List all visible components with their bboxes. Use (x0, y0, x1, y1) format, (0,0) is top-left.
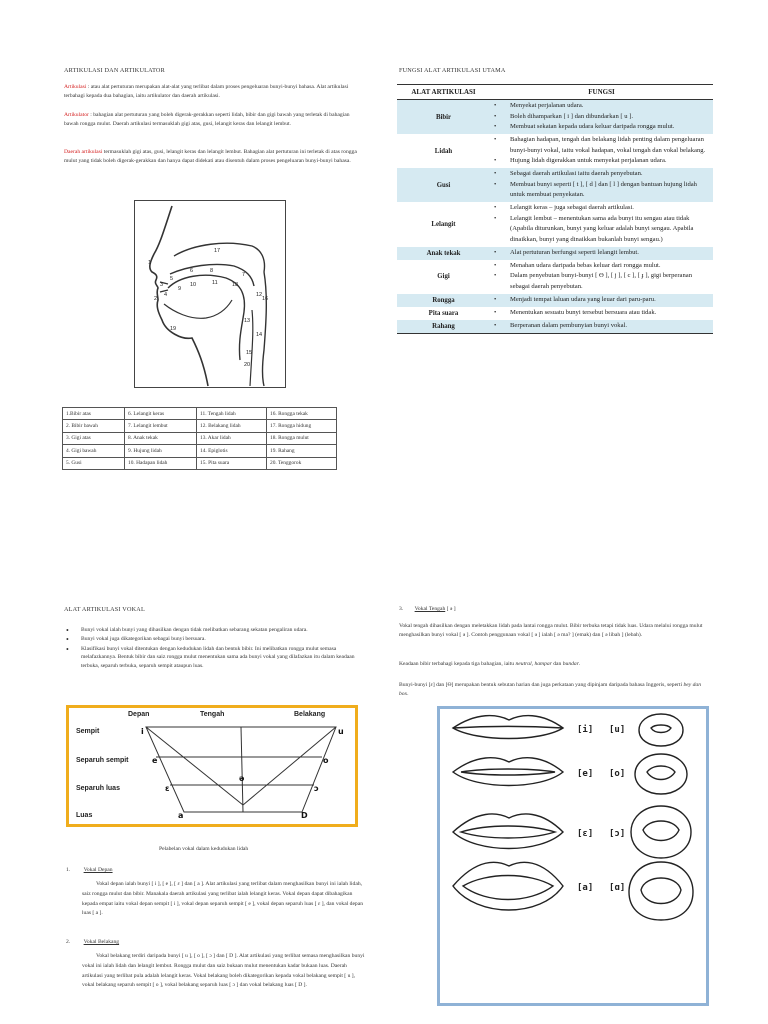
parts-table-cell: 8. Anak tekak (125, 432, 197, 444)
parts-table-cell: 18. Rongga mulut (267, 432, 337, 444)
parts-table-cell: 20. Tenggorok (267, 457, 337, 469)
organ-name: Rongga (397, 294, 490, 307)
vowel-col-belakang: Belakang (294, 711, 326, 718)
parts-table-cell: 16. Rongga tekak (267, 408, 337, 420)
function-item: • Menahan udara daripada bebas keluar dari rongga mulut. (492, 261, 711, 272)
diagram-label-3: 3 (160, 282, 164, 288)
lip-label-i: [i] (577, 725, 594, 735)
diagram-label-12: 12 (256, 292, 263, 298)
diagram-label-16: 16 (262, 296, 269, 302)
vowel-row-separuh-luas: Separuh luas (76, 785, 120, 792)
parts-table-cell: 1.Bibir atas (63, 408, 125, 420)
lip-label-e: [e] (577, 769, 594, 779)
organ-functions (490, 100, 713, 135)
parts-table-cell: 6. Lelangit keras (125, 408, 197, 420)
function-item: • Menentukan sesuatu bunyi tersebut bersuara atau tidak. (492, 308, 711, 319)
diagram-label-19: 19 (170, 326, 177, 332)
diagram-label-9: 9 (178, 286, 182, 292)
diagram-label-1: 1 (148, 260, 152, 266)
vowel-i: i (141, 727, 144, 736)
function-table-row (397, 247, 713, 260)
parts-table-row (63, 445, 337, 457)
vowel-row-separuh-sempit: Separuh sempit (76, 757, 129, 764)
section-title-function: FUNGSI ALAT ARTIKULASI UTAMA (399, 67, 506, 74)
subsection-central-vowel: 3. Vokal Tengah [ ə ] (399, 606, 456, 612)
lip-shapes-figure (437, 706, 709, 1006)
parts-table-cell: 17. Rongga hidung (267, 420, 337, 432)
paragraph-back-vowel: Vokal belakang terdiri daripada bunyi [ u ], [ o ], [ ɔ ] dan [ D ]. Alat artikulasi yang terlibat semasa menghasilkan bunyi vokal ini ialah lidah dan lelangit lembut. Rongga mulut dan saiz bukaan mulut menentukan kadar bukaan luas. Daerah artikulasi yang terlibat pula adalah lelangit keras. Vokal belakang boleh dikategorikan kepada vokal belakang sempit [ u ], vokal belakang separuh sempit [ o ], vokal belakang separuh luas [ ɔ ] dan vokal belakang luas [ D ]. (82, 953, 365, 989)
vowel-row-sempit: Sempit (76, 728, 100, 735)
diagram-label-5: 5 (170, 276, 174, 282)
lip-label-alpha: [ɑ] (609, 883, 626, 893)
vowel-open-o: ɔ (314, 784, 319, 793)
column-header-function: FUNGSI (490, 85, 713, 100)
vowel-col-depan: Depan (128, 711, 150, 718)
parts-table-cell: 4. Gigi bawah (63, 445, 125, 457)
vowel-col-tengah: Tengah (200, 711, 225, 718)
vowel-o: o (323, 756, 329, 765)
paragraph-front-vowel: Vokal depan ialah bunyi [ i ], [ e ], [ ɛ ] dan [ a ]. Alat artikulasi yang terlibat dalam menghasilkan bunyi ini ialah lidah, saiz rongga mulut dan bibir. Manakala daerah artikulasi yang terlibat ialah lelangit keras. Vokal depan dapat dibahagikan kepada empat iaitu vokal depan sempit [ i ], vokal depan separuh sempit [ e ], vokal depan separuh luas [ ɛ ], dan vokal depan luas [ a ]. (82, 881, 364, 917)
vowel-bullet: • Bunyi vokal ialah bunyi yang dihasilkan dengan tidak melibatkan sebarang sekatan pengaliran udara. (64, 626, 362, 635)
parts-table-row (63, 420, 337, 432)
vowel-schwa: ə (239, 774, 245, 783)
diagram-label-17: 17 (214, 248, 221, 254)
vocal-tract-diagram (134, 200, 286, 388)
function-table-row (397, 202, 713, 247)
vowel-bullet: • Klasifikasi bunyi vokal ditentukan dengan kedudukan lidah dan bentuk bibir. Ini melibatkan rongga mulut semasa melafazkannya. Bentuk bibir dan saiz rongga mulut menentukan sama ada bunyi vokal yang dilafazkan itu dalam keadaan terbuka, separuh terbuka, separuh sempit ataupun luas. (64, 645, 362, 671)
diagram-label-20: 20 (244, 362, 251, 368)
section-title-vowel: ALAT ARTIKULASI VOKAL (64, 606, 145, 613)
vowel-chart-caption: Pelabelan vokal dalam kedudukan lidah (159, 846, 249, 852)
diagram-label-15: 15 (246, 350, 253, 356)
parts-table-cell: 14. Epiglotis (197, 445, 267, 457)
vowel-u: u (338, 727, 344, 736)
function-item: • Dalam penyebutan bunyi-bunyi [ Ɵ ], [ j ], [ c ], [ ɟ ], gigi berperanan sebagai daerah penyebutan. (492, 271, 711, 292)
parts-table-cell: 2. Bibir bawah (63, 420, 125, 432)
function-item: • Boleh dihamparkan [ i ] dan dibundarkan [ u ]. (492, 112, 711, 123)
diagram-label-4: 4 (164, 292, 168, 298)
function-item: • Lelangit keras – juga sebagai daerah artikulasi. (492, 203, 711, 214)
parts-table-row (63, 432, 337, 444)
function-item: • Membuat sekatan kepada udara keluar daripada rongga mulut. (492, 122, 711, 133)
column-header-organ: ALAT ARTIKULASI (397, 85, 490, 100)
vowel-chart (66, 705, 358, 827)
paragraph-borrowed-sounds: Bunyi-bunyi [ɛ] dan [Ɵ] merupakan bentuk sebutan harian dan juga perkataan yang dipinjam daripada bahasa Inggeris, seperti bey dan box. (399, 682, 701, 697)
organ-name: Bibir (397, 100, 490, 135)
lip-label-o: [o] (609, 769, 626, 779)
organ-name: Lidah (434, 147, 453, 155)
function-item: • Menyekat perjalanan udara. (492, 101, 711, 112)
vowel-d: D (301, 811, 308, 820)
organ-name: Gusi (397, 168, 490, 202)
function-item: • Berperanan dalam pembunyian bunyi vokal. (492, 321, 711, 332)
paragraph-artikulator: Artikulator : bahagian alat pertuturan yang boleh digerak-gerakkan seperti lidah, bibir dan gigi bawah yang terletak di bahagian bawah rongga mulut. Daerah artikulasi termasuklah gigi atas, gusi, lelangit keras dan lelangit lembut. (64, 112, 350, 127)
diagram-label-6: 6 (190, 268, 194, 274)
function-table-row (397, 320, 713, 334)
parts-table-cell: 9. Hujung lidah (125, 445, 197, 457)
parts-table-cell: 12. Belakang lidah (197, 420, 267, 432)
function-table-row (397, 134, 713, 168)
organ-name: Pita suara (428, 309, 459, 317)
parts-table-cell: 15. Pita suara (197, 457, 267, 469)
diagram-label-10: 10 (190, 282, 197, 288)
organ-functions (490, 307, 713, 320)
function-item: • Membuat bunyi seperti [ t ], [ d ] dan [ l ] dengan bantuan hujung lidah untuk membuat penyekatan. (492, 180, 711, 201)
vowel-open-e: ɛ (165, 784, 170, 793)
organ-functions (490, 247, 713, 260)
organ-name: Lelangit (431, 220, 456, 228)
vowel-row-luas: Luas (76, 812, 93, 819)
parts-table-row (63, 408, 337, 420)
organ-name: Rahang (397, 320, 490, 334)
organ-functions (490, 202, 713, 247)
parts-table-cell: 13. Akar lidah (197, 432, 267, 444)
organ-functions (490, 260, 713, 294)
paragraph-artikulasi: Artikulasi : atau alat pertuturan merupakan alat-alat yang terlibat dalam proses pengeluaran bunyi-bunyi bahasa. Alat artikulasi terbahagi kepada dua bahagian, iaitu artikulator dan daerah artikulasi. (64, 84, 349, 99)
vowel-a: a (178, 811, 184, 820)
subsection-back-vowel: 2. Vokal Belakang (66, 939, 120, 945)
paragraph-lip-shape: Keadaan bibir terbahagi kepada tiga bahagian, iaitu neutral, hampar dan bundar. (399, 661, 581, 667)
lip-label-a: [a] (577, 883, 594, 893)
vowel-bullet-list (64, 626, 362, 671)
diagram-label-11: 11 (212, 280, 218, 286)
lip-label-open-e: [ɛ] (577, 829, 594, 839)
diagram-label-14: 14 (256, 332, 263, 338)
organ-functions (490, 134, 713, 168)
articulator-function-table (397, 84, 713, 334)
section-title-articulation: ARTIKULASI DAN ARTIKULATOR (64, 67, 165, 74)
parts-table-cell: 7. Lelangit lembut (125, 420, 197, 432)
parts-table-cell: 5. Gusi (63, 457, 125, 469)
articulator-parts-table (62, 407, 337, 470)
function-note: (Apabila diturunkan, bunyi yang keluar adalah bunyi sengau. Apabila dinaikkan, bunyi yang dinaikkan bukanlah bunyi sengau.) (510, 225, 694, 244)
organ-functions (490, 168, 713, 202)
function-item: • Bahagian hadapan, tengah dan belakang lidah penting dalam pengeluaran bunyi-bunyi vokal, iaitu vokal hadapan, vokal tengah dan vokal belakang. (492, 135, 711, 156)
parts-table-cell: 3. Gigi atas (63, 432, 125, 444)
parts-table-cell: 10. Hadapan lidah (125, 457, 197, 469)
paragraph-central-vowel: Vokal tengah dihasilkan dengan meletakkan lidah pada lantai rongga mulut. Bibir terbuka tetapi tidak luas. Udara melalui rongga mulut menghasilkan bunyi vokal [ ə ]. Contoh penggunaan vokal [ ə ] ialah [ ə ma? ] (emak) dan [ ə libah ] (lebah). (399, 623, 703, 638)
parts-table-row (63, 457, 337, 469)
organ-name: Anak tekak (397, 247, 490, 260)
lip-label-open-o: [ɔ] (609, 829, 626, 839)
function-table-row (397, 100, 713, 135)
organ-functions (490, 320, 713, 334)
function-table-row (397, 307, 713, 320)
diagram-label-8: 8 (210, 268, 214, 274)
function-item: • Menjadi tempat laluan udara yang leuar dari paru-paru. (492, 295, 711, 306)
vowel-e: e (152, 756, 158, 765)
diagram-label-7: 7 (242, 272, 246, 278)
organ-name: Gigi (437, 273, 450, 281)
diagram-label-18: 18 (232, 282, 239, 288)
parts-table-cell: 19. Rahang (267, 445, 337, 457)
lip-label-u: [u] (609, 725, 626, 735)
paragraph-daerah-artikulasi: Daerah artikulasi termasuklah gigi atas, gusi, lelangit keras dan lelangit lembut. Bahagian alat pertuturan ini terletak di atas rongga mulut yang tidak boleh digerak-gerakkan dan hanya dapat didekati atau disentuh dalam proses pengeluaran bunyi-bunyi bahasa. (64, 149, 357, 164)
subsection-front-vowel: 1. Vokal Depan (66, 867, 113, 873)
function-item: • Hujung lidah digerakkan untuk menyekat perjalanan udara. (492, 156, 711, 167)
function-table-row (397, 294, 713, 307)
function-table-row (397, 260, 713, 294)
diagram-label-13: 13 (244, 318, 251, 324)
organ-functions (490, 294, 713, 307)
function-item: • Sebagai daerah artikulasi iaitu daerah penyebutan. (492, 169, 711, 180)
function-item: • Alat pertuturan berfungsi seperti lelangit lembut. (492, 248, 711, 259)
diagram-label-2: 2 (154, 296, 158, 302)
function-item: • Lelangit lembut – menentukan sama ada bunyi itu sengau atau tidak (492, 214, 711, 225)
parts-table-cell: 11. Tengah lidah (197, 408, 267, 420)
vowel-bullet: • Bunyi vokal juga dikategorikan sebagai bunyi bersuara. (64, 635, 362, 644)
function-table-row (397, 168, 713, 202)
